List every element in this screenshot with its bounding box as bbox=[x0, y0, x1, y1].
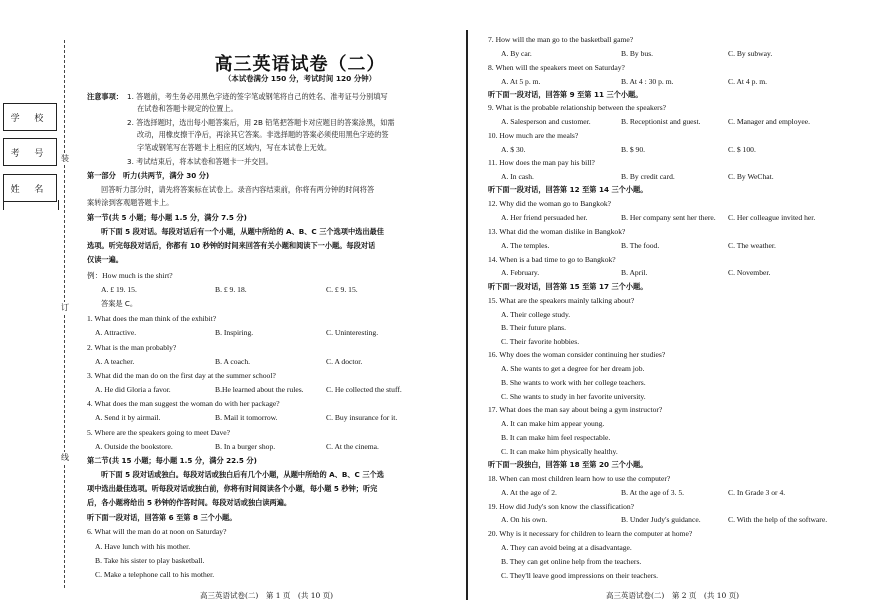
notes-label: 注意事项： bbox=[87, 92, 123, 101]
section2-instruction: 听下面 5 段对话或独白。每段对话或独白后有几个小题，从题中所给的 A、B、C 三个选 bbox=[101, 470, 384, 479]
notes-line: 改动，用橡皮擦干净后，再涂其它答案。非选择题的答案必须使用黑色字迹的签 bbox=[137, 130, 389, 139]
option: C. By WeChat. bbox=[728, 172, 774, 181]
example-option: A. £ 19. 15. bbox=[101, 285, 137, 294]
school-field: 学 校 bbox=[3, 103, 57, 131]
name-field-extension bbox=[3, 200, 59, 210]
group-heading: 听下面一段对话，回答第 12 至第 14 三个小题。 bbox=[488, 185, 648, 194]
option: C. They'll leave good impressions on their teachers. bbox=[501, 571, 659, 580]
part1-intro: 回答听力部分时，请先将答案标在试卷上。录音内容结束前，你将有两分钟的时间将答 bbox=[101, 185, 375, 194]
example-question: 例：How much is the shirt? bbox=[87, 271, 173, 280]
page-divider bbox=[466, 30, 468, 600]
question: 15. What are the speakers mainly talking about? bbox=[488, 296, 635, 305]
option: C. Their favorite hobbies. bbox=[501, 337, 580, 346]
question: 8. When will the speakers meet on Saturday? bbox=[488, 63, 625, 72]
part1-heading: 第一部分 听力(共两节，满分 30 分) bbox=[87, 171, 210, 180]
option: A. Send it by airmail. bbox=[95, 413, 161, 422]
option: B. By credit card. bbox=[621, 172, 675, 181]
option: B. She wants to work with her college teachers. bbox=[501, 378, 646, 387]
option: C. He collected the stuff. bbox=[326, 385, 402, 394]
question: 16. Why does the woman consider continuing her studies? bbox=[488, 350, 666, 359]
option: C. She wants to study in her favorite university. bbox=[501, 392, 646, 401]
option: A. Her friend persuaded her. bbox=[501, 213, 588, 222]
option: A. At 5 p. m. bbox=[501, 77, 541, 86]
option: A. A teacher. bbox=[95, 357, 135, 366]
option: B. Their future plans. bbox=[501, 323, 567, 332]
option: C. Make a telephone call to his mother. bbox=[95, 570, 215, 579]
option: B. In a burger shop. bbox=[215, 442, 276, 451]
question: 12. Why did the woman go to Bangkok? bbox=[488, 199, 612, 208]
option: A. Have lunch with his mother. bbox=[95, 542, 191, 551]
question: 2. What is the man probably? bbox=[87, 343, 177, 352]
section1-heading: 第一节(共 5 小题；每小题 1.5 分，满分 7.5 分) bbox=[87, 213, 247, 222]
option: C. It can make him physically healthy. bbox=[501, 447, 618, 456]
option: A. Attractive. bbox=[95, 328, 137, 337]
option: B. The food. bbox=[621, 241, 660, 250]
margin-mark-xian: 线 bbox=[61, 453, 69, 462]
option: A. It can make him appear young. bbox=[501, 419, 605, 428]
question: 1. What does the man think of the exhibit? bbox=[87, 314, 217, 323]
example-option: C. £ 9. 15. bbox=[326, 285, 358, 294]
question: 3. What did the man do on the first day at the summer school? bbox=[87, 371, 276, 380]
option: B.He learned about the rules. bbox=[215, 385, 304, 394]
option: A. On his own. bbox=[501, 515, 548, 524]
notes-line: 3. 考试结束后，将本试卷和答题卡一并交回。 bbox=[127, 157, 273, 166]
question: 9. What is the probable relationship between the speakers? bbox=[488, 103, 667, 112]
margin-mark-zhuang: 装 bbox=[61, 154, 69, 163]
option: B. Receptionist and guest. bbox=[621, 117, 701, 126]
option: B. $ 90. bbox=[621, 145, 646, 154]
section2-instruction: 项中选出最佳选项。听每段对话或独白前，你将有时间阅读各个小题，每小题 5 秒钟；听完 bbox=[87, 484, 378, 493]
option: C. With the help of the software. bbox=[728, 515, 828, 524]
group-heading: 听下面一段对话，回答第 9 至第 11 三个小题。 bbox=[488, 90, 643, 99]
option: A. He did Gloria a favor. bbox=[95, 385, 171, 394]
example-answer: 答案是 C。 bbox=[101, 299, 138, 308]
section1-instruction: 选项。听完每段对话后，你都有 10 秒钟的时间来回答有关小题和阅读下一小题。每段对话 bbox=[87, 241, 376, 250]
option: C. Uninteresting. bbox=[326, 328, 379, 337]
question: 14. When is a bad time to go to Bangkok? bbox=[488, 255, 616, 264]
option: A. Outside the bookstore. bbox=[95, 442, 173, 451]
margin-mark-ding: 订 bbox=[61, 303, 69, 312]
page-subtitle: （本试卷满分 150 分，考试时间 120 分钟） bbox=[223, 74, 376, 83]
option: B. Take his sister to play basketball. bbox=[95, 556, 205, 565]
notes-line: 2. 答选择题时，选出每小题答案后，用 2B 铅笔把答题卡对应题目的答案涂黑，如需 bbox=[127, 118, 395, 127]
notes-line: 1. 答题前，考生务必用黑色字迹的签字笔或钢笔将自己的姓名、准考证号分别填写 bbox=[127, 92, 388, 101]
option: B. A coach. bbox=[215, 357, 251, 366]
binding-line bbox=[64, 40, 65, 588]
question: 13. What did the woman dislike in Bangkok? bbox=[488, 227, 626, 236]
question: 18. When can most children learn how to use the computer? bbox=[488, 474, 671, 483]
option: A. $ 30. bbox=[501, 145, 526, 154]
notes-line: 在试卷和答题卡规定的位置上。 bbox=[137, 104, 238, 113]
option: C. Manager and employee. bbox=[728, 117, 811, 126]
option: B. At 4 : 30 p. m. bbox=[621, 77, 674, 86]
option: C. At 4 p. m. bbox=[728, 77, 768, 86]
option: A. By car. bbox=[501, 49, 532, 58]
option: A. They can avoid being at a disadvantage. bbox=[501, 543, 632, 552]
option: A. The temples. bbox=[501, 241, 550, 250]
question: 11. How does the man pay his bill? bbox=[488, 158, 595, 167]
option: B. Her company sent her there. bbox=[621, 213, 716, 222]
option: A. She wants to get a degree for her dream job. bbox=[501, 364, 645, 373]
option: A. February. bbox=[501, 268, 540, 277]
example-option: B. £ 9. 18. bbox=[215, 285, 247, 294]
name-field: 姓 名 bbox=[3, 174, 57, 202]
option: C. A doctor. bbox=[326, 357, 363, 366]
option: C. In Grade 3 or 4. bbox=[728, 488, 786, 497]
option: C. November. bbox=[728, 268, 771, 277]
option: B. It can make him feel respectable. bbox=[501, 433, 611, 442]
notes-line: 字笔或钢笔写在答题卡上相应的区域内，写在本试卷上无效。 bbox=[137, 143, 332, 152]
footer-page-1: 高三英语试卷(二) 第 1 页 (共 10 页) bbox=[200, 591, 334, 600]
page-title: 高三英语试卷（二） bbox=[214, 54, 386, 75]
option: C. $ 100. bbox=[728, 145, 756, 154]
option: C. Her colleague invited her. bbox=[728, 213, 816, 222]
exam-number-field: 考 号 bbox=[3, 138, 57, 166]
option: A. Their college study. bbox=[501, 310, 571, 319]
option: B. April. bbox=[621, 268, 648, 277]
option: A. At the age of 2. bbox=[501, 488, 557, 497]
option: C. Buy insurance for it. bbox=[326, 413, 398, 422]
section1-instruction: 听下面 5 段对话。每段对话后有一个小题，从题中所给的 A、B、C 三个选项中选出最佳 bbox=[101, 227, 384, 236]
option: B. Inspiring. bbox=[215, 328, 254, 337]
section2-instruction: 后，各小题将给出 5 秒钟的作答时间。每段对话或独白读两遍。 bbox=[87, 498, 292, 507]
group-heading: 听下面一段独白，回答第 18 至第 20 三个小题。 bbox=[488, 460, 648, 469]
section1-instruction: 仅读一遍。 bbox=[87, 255, 123, 264]
part1-intro: 案转涂到客观题答题卡上。 bbox=[87, 198, 174, 207]
footer-page-2: 高三英语试卷(二) 第 2 页 (共 10 页) bbox=[606, 591, 740, 600]
question: 17. What does the man say about being a gym instructor? bbox=[488, 405, 663, 414]
option: B. At the age of 3. 5. bbox=[621, 488, 685, 497]
option: A. Salesperson and customer. bbox=[501, 117, 591, 126]
option: C. By subway. bbox=[728, 49, 773, 58]
question: 19. How did Judy's son know the classification? bbox=[488, 502, 635, 511]
option: B. Under Judy's guidance. bbox=[621, 515, 701, 524]
option: A. In cash. bbox=[501, 172, 534, 181]
question: 7. How will the man go to the basketball game? bbox=[488, 35, 634, 44]
question: 10. How much are the meals? bbox=[488, 131, 579, 140]
option: C. At the cinema. bbox=[326, 442, 379, 451]
question: 6. What will the man do at noon on Saturday? bbox=[87, 527, 227, 536]
option: B. Mail it tomorrow. bbox=[215, 413, 278, 422]
option: B. By bus. bbox=[621, 49, 654, 58]
group-heading: 听下面一段对话，回答第 6 至第 8 三个小题。 bbox=[87, 513, 237, 522]
question: 20. Why is it necessary for children to learn the computer at home? bbox=[488, 529, 693, 538]
group-heading: 听下面一段对话，回答第 15 至第 17 三个小题。 bbox=[488, 282, 648, 291]
question: 4. What does the man suggest the woman do with her package? bbox=[87, 399, 280, 408]
option: C. The weather. bbox=[728, 241, 776, 250]
question: 5. Where are the speakers going to meet Dave? bbox=[87, 428, 231, 437]
section2-heading: 第二节(共 15 小题；每小题 1.5 分，满分 22.5 分) bbox=[87, 456, 257, 465]
option: B. They can get online help from the teachers. bbox=[501, 557, 642, 566]
